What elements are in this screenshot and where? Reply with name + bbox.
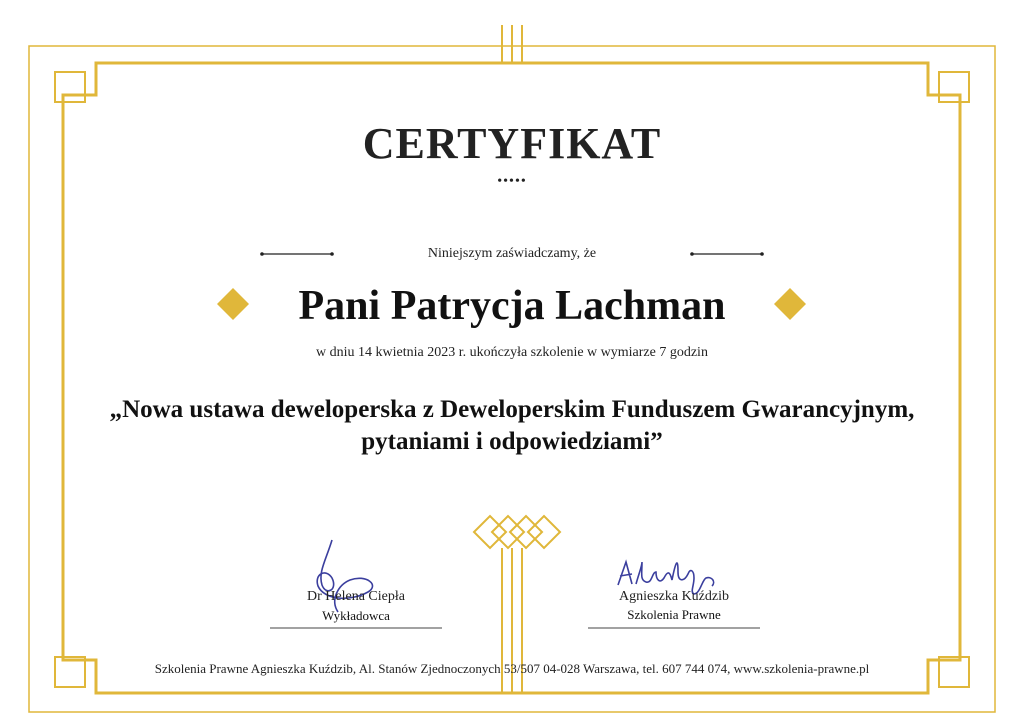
signature-right-role: Szkolenia Prawne bbox=[627, 607, 721, 622]
certificate-title: CERTYFIKAT bbox=[362, 119, 662, 168]
intro-text: Niniejszym zaświadczamy, że bbox=[427, 246, 597, 261]
completion-text: w dniu 14 kwietnia 2023 r. ukończyła szkolenie w wymiarze 7 godzin bbox=[316, 345, 708, 360]
title-dots: ••••• bbox=[497, 174, 527, 189]
course-title bbox=[60, 394, 964, 458]
course-title-line-2: pytaniami i odpowiedziami” bbox=[361, 428, 663, 455]
course-title-line-1: „Nowa ustawa deweloperska z Deweloperskim Funduszem Gwarancyjnym, bbox=[109, 396, 915, 423]
signature-left-role: Wykładowca bbox=[322, 608, 390, 623]
footer-contact: Szkolenia Prawne Agnieszka Kuździb, Al. Stanów Zjednoczonych 53/507 04-028 Warszawa, tel. 607 744 074, www.szkolenia-prawne.pl bbox=[154, 661, 870, 676]
recipient-name: Pani Patrycja Lachman bbox=[298, 283, 726, 329]
signature-left-name: Dr Helena Ciepła bbox=[307, 589, 405, 604]
signature-right-name: Agnieszka Kuździb bbox=[618, 589, 730, 604]
